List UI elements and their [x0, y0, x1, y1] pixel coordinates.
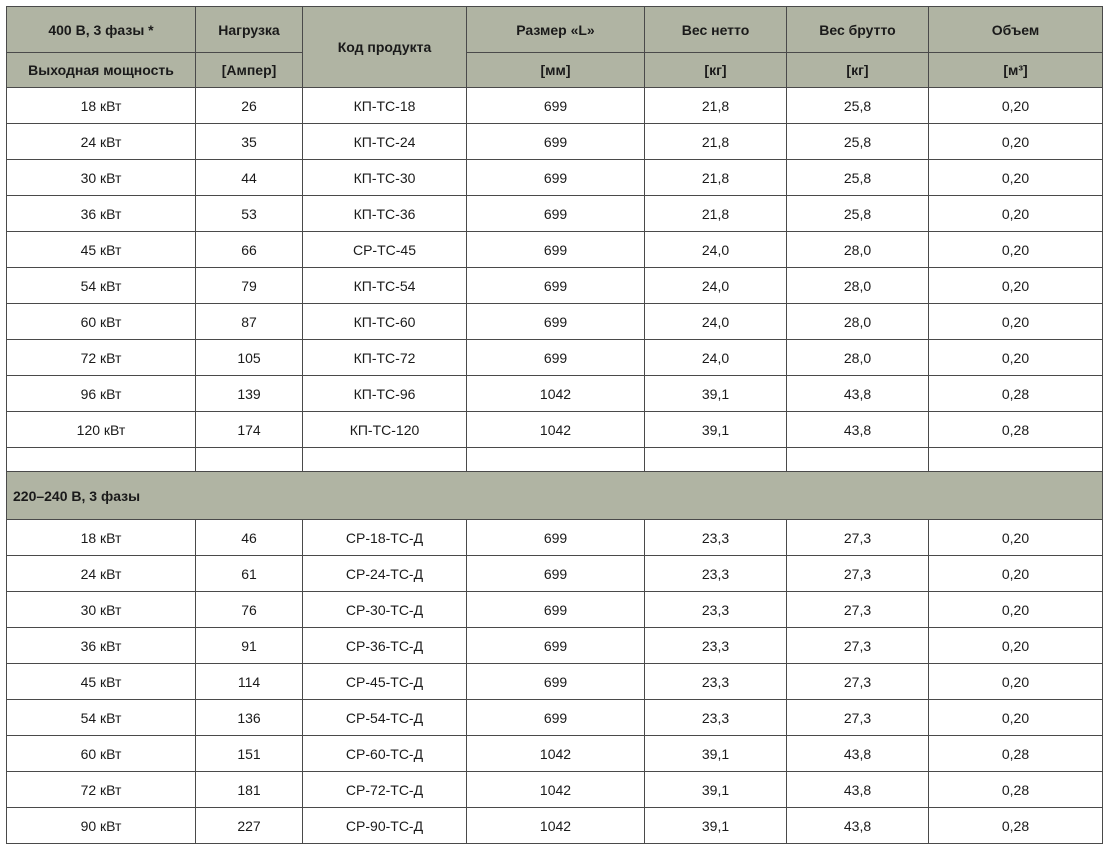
cell-load: 87 — [196, 304, 303, 340]
table-row — [7, 556, 1103, 592]
cell-size: 699 — [467, 340, 645, 376]
header-gross-weight: Вес брутто — [787, 7, 929, 53]
cell-product-code: СР-ТС-45 — [303, 232, 467, 268]
cell-power: 36 кВт — [7, 196, 196, 232]
table-row — [7, 520, 1103, 556]
cell-product-code: СР-30-ТС-Д — [303, 592, 467, 628]
header-output-power: Выходная мощность — [7, 53, 196, 88]
cell-net-weight: 21,8 — [645, 124, 787, 160]
section-title: 220–240 В, 3 фазы — [7, 472, 1103, 520]
cell-gross-weight: 28,0 — [787, 232, 929, 268]
cell-load: 66 — [196, 232, 303, 268]
cell-volume: 0,20 — [929, 196, 1103, 232]
cell-product-code: КП-ТС-36 — [303, 196, 467, 232]
header-net-weight: Вес нетто — [645, 7, 787, 53]
cell-size: 699 — [467, 700, 645, 736]
cell-size: 699 — [467, 520, 645, 556]
table-row — [7, 412, 1103, 448]
cell-gross-weight: 43,8 — [787, 736, 929, 772]
cell-load: 53 — [196, 196, 303, 232]
cell-load: 174 — [196, 412, 303, 448]
header-unit-m3: [м³] — [929, 53, 1103, 88]
table-row — [7, 160, 1103, 196]
table-row — [7, 340, 1103, 376]
header-unit-amp: [Ампер] — [196, 53, 303, 88]
cell-net-weight: 23,3 — [645, 556, 787, 592]
header-row-2 — [7, 53, 1103, 88]
cell-volume: 0,20 — [929, 520, 1103, 556]
cell-net-weight: 23,3 — [645, 628, 787, 664]
cell-volume: 0,20 — [929, 556, 1103, 592]
cell-product-code: СР-90-ТС-Д — [303, 808, 467, 844]
cell-size: 699 — [467, 664, 645, 700]
cell-power: 72 кВт — [7, 340, 196, 376]
cell-gross-weight: 27,3 — [787, 520, 929, 556]
cell-load: 114 — [196, 664, 303, 700]
cell-volume: 0,20 — [929, 88, 1103, 124]
cell-volume: 0,20 — [929, 124, 1103, 160]
cell-volume: 0,28 — [929, 772, 1103, 808]
header-voltage: 400 В, 3 фазы * — [7, 7, 196, 53]
cell-power: 18 кВт — [7, 88, 196, 124]
cell-power: 45 кВт — [7, 664, 196, 700]
cell-product-code: КП-ТС-30 — [303, 160, 467, 196]
cell-net-weight: 23,3 — [645, 700, 787, 736]
table-header — [7, 7, 1103, 88]
spec-table-wrapper — [6, 6, 1103, 844]
cell-power: 96 кВт — [7, 376, 196, 412]
cell-volume: 0,28 — [929, 808, 1103, 844]
spacer-cell — [467, 448, 645, 472]
cell-gross-weight: 28,0 — [787, 340, 929, 376]
cell-net-weight: 24,0 — [645, 304, 787, 340]
header-load: Нагрузка — [196, 7, 303, 53]
cell-net-weight: 24,0 — [645, 340, 787, 376]
cell-product-code: КП-ТС-72 — [303, 340, 467, 376]
cell-power: 24 кВт — [7, 124, 196, 160]
cell-gross-weight: 28,0 — [787, 304, 929, 340]
table-row — [7, 268, 1103, 304]
cell-size: 1042 — [467, 772, 645, 808]
cell-load: 79 — [196, 268, 303, 304]
cell-net-weight: 24,0 — [645, 268, 787, 304]
cell-gross-weight: 27,3 — [787, 592, 929, 628]
cell-gross-weight: 27,3 — [787, 664, 929, 700]
cell-power: 90 кВт — [7, 808, 196, 844]
cell-load: 151 — [196, 736, 303, 772]
header-unit-kg-net: [кг] — [645, 53, 787, 88]
cell-product-code: СР-54-ТС-Д — [303, 700, 467, 736]
table-row — [7, 376, 1103, 412]
cell-net-weight: 21,8 — [645, 160, 787, 196]
table-row — [7, 808, 1103, 844]
table-row — [7, 88, 1103, 124]
cell-product-code: КП-ТС-24 — [303, 124, 467, 160]
cell-power: 18 кВт — [7, 520, 196, 556]
cell-size: 699 — [467, 124, 645, 160]
cell-net-weight: 39,1 — [645, 736, 787, 772]
cell-size: 1042 — [467, 376, 645, 412]
cell-power: 60 кВт — [7, 736, 196, 772]
cell-product-code: КП-ТС-18 — [303, 88, 467, 124]
header-product-code: Код продукта — [303, 7, 467, 88]
cell-size: 699 — [467, 304, 645, 340]
header-volume: Объем — [929, 7, 1103, 53]
cell-gross-weight: 43,8 — [787, 808, 929, 844]
cell-size: 1042 — [467, 736, 645, 772]
cell-power: 120 кВт — [7, 412, 196, 448]
cell-net-weight: 39,1 — [645, 772, 787, 808]
table-row — [7, 196, 1103, 232]
cell-net-weight: 39,1 — [645, 412, 787, 448]
cell-gross-weight: 27,3 — [787, 556, 929, 592]
table-body — [7, 88, 1103, 844]
spacer-cell — [787, 448, 929, 472]
cell-gross-weight: 43,8 — [787, 376, 929, 412]
cell-volume: 0,20 — [929, 340, 1103, 376]
cell-product-code: СР-36-ТС-Д — [303, 628, 467, 664]
cell-net-weight: 21,8 — [645, 88, 787, 124]
cell-load: 35 — [196, 124, 303, 160]
cell-product-code: КП-ТС-120 — [303, 412, 467, 448]
spacer-cell — [645, 448, 787, 472]
cell-volume: 0,28 — [929, 736, 1103, 772]
cell-size: 699 — [467, 196, 645, 232]
cell-net-weight: 23,3 — [645, 664, 787, 700]
cell-product-code: КП-ТС-96 — [303, 376, 467, 412]
cell-load: 136 — [196, 700, 303, 736]
table-row — [7, 232, 1103, 268]
cell-gross-weight: 25,8 — [787, 160, 929, 196]
cell-net-weight: 39,1 — [645, 808, 787, 844]
spacer-cell — [929, 448, 1103, 472]
cell-size: 699 — [467, 628, 645, 664]
cell-product-code: КП-ТС-54 — [303, 268, 467, 304]
cell-load: 139 — [196, 376, 303, 412]
cell-volume: 0,20 — [929, 628, 1103, 664]
cell-gross-weight: 27,3 — [787, 700, 929, 736]
spacer-cell — [196, 448, 303, 472]
cell-volume: 0,20 — [929, 664, 1103, 700]
cell-load: 61 — [196, 556, 303, 592]
header-unit-kg-gross: [кг] — [787, 53, 929, 88]
cell-load: 227 — [196, 808, 303, 844]
cell-product-code: СР-45-ТС-Д — [303, 664, 467, 700]
cell-volume: 0,28 — [929, 412, 1103, 448]
cell-size: 699 — [467, 232, 645, 268]
table-row — [7, 304, 1103, 340]
cell-power: 30 кВт — [7, 160, 196, 196]
cell-size: 699 — [467, 556, 645, 592]
table-row — [7, 700, 1103, 736]
cell-power: 60 кВт — [7, 304, 196, 340]
cell-size: 1042 — [467, 808, 645, 844]
table-row — [7, 628, 1103, 664]
spec-table — [6, 6, 1103, 844]
cell-power: 24 кВт — [7, 556, 196, 592]
cell-volume: 0,20 — [929, 592, 1103, 628]
cell-power: 72 кВт — [7, 772, 196, 808]
table-row — [7, 124, 1103, 160]
table-row — [7, 664, 1103, 700]
cell-product-code: КП-ТС-60 — [303, 304, 467, 340]
spacer-row — [7, 448, 1103, 472]
cell-product-code: СР-24-ТС-Д — [303, 556, 467, 592]
header-unit-mm: [мм] — [467, 53, 645, 88]
spacer-cell — [7, 448, 196, 472]
cell-load: 91 — [196, 628, 303, 664]
cell-load: 76 — [196, 592, 303, 628]
cell-power: 30 кВт — [7, 592, 196, 628]
spacer-cell — [303, 448, 467, 472]
cell-net-weight: 39,1 — [645, 376, 787, 412]
table-row — [7, 772, 1103, 808]
cell-gross-weight: 25,8 — [787, 88, 929, 124]
cell-volume: 0,20 — [929, 160, 1103, 196]
cell-volume: 0,28 — [929, 376, 1103, 412]
cell-volume: 0,20 — [929, 304, 1103, 340]
cell-gross-weight: 28,0 — [787, 268, 929, 304]
section-row — [7, 472, 1103, 520]
cell-load: 105 — [196, 340, 303, 376]
cell-net-weight: 23,3 — [645, 592, 787, 628]
cell-load: 46 — [196, 520, 303, 556]
cell-product-code: СР-72-ТС-Д — [303, 772, 467, 808]
cell-gross-weight: 25,8 — [787, 196, 929, 232]
cell-net-weight: 21,8 — [645, 196, 787, 232]
cell-load: 44 — [196, 160, 303, 196]
cell-size: 1042 — [467, 412, 645, 448]
cell-volume: 0,20 — [929, 232, 1103, 268]
cell-gross-weight: 43,8 — [787, 412, 929, 448]
header-row-1 — [7, 7, 1103, 53]
cell-gross-weight: 25,8 — [787, 124, 929, 160]
cell-product-code: СР-60-ТС-Д — [303, 736, 467, 772]
cell-power: 54 кВт — [7, 700, 196, 736]
table-row — [7, 592, 1103, 628]
cell-size: 699 — [467, 88, 645, 124]
header-size: Размер «L» — [467, 7, 645, 53]
cell-net-weight: 23,3 — [645, 520, 787, 556]
cell-power: 45 кВт — [7, 232, 196, 268]
table-row — [7, 736, 1103, 772]
cell-load: 26 — [196, 88, 303, 124]
cell-power: 54 кВт — [7, 268, 196, 304]
cell-gross-weight: 43,8 — [787, 772, 929, 808]
cell-product-code: СР-18-ТС-Д — [303, 520, 467, 556]
cell-volume: 0,20 — [929, 268, 1103, 304]
cell-size: 699 — [467, 592, 645, 628]
cell-power: 36 кВт — [7, 628, 196, 664]
cell-size: 699 — [467, 160, 645, 196]
cell-net-weight: 24,0 — [645, 232, 787, 268]
cell-gross-weight: 27,3 — [787, 628, 929, 664]
cell-load: 181 — [196, 772, 303, 808]
cell-size: 699 — [467, 268, 645, 304]
cell-volume: 0,20 — [929, 700, 1103, 736]
